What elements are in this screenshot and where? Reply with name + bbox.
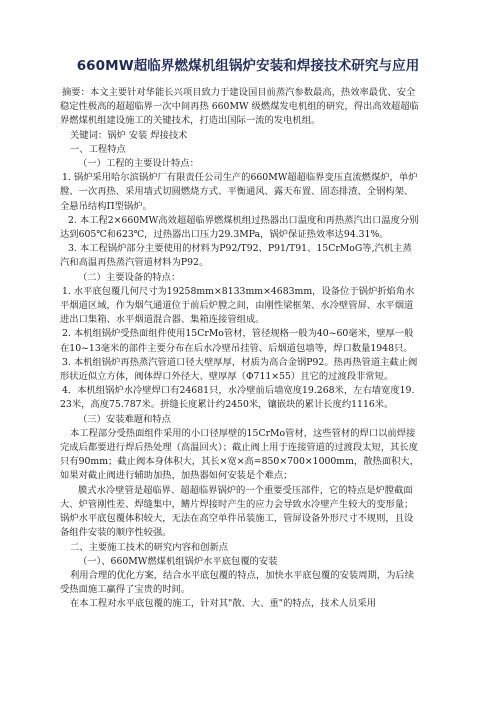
paragraph: 3. 本机组锅炉再热蒸汽管道口径大壁厚厚，材质为高合金钢P92。热再热管道主截止阀形状近似立方体，阀体焊口外径大、壁厚厚（Φ711×55）且它的过渡段非常短。 [60,356,418,383]
paragraph: （一）、660MW燃煤机组锅炉水平底包覆的安装 [78,555,278,567]
document-title: 660MW超临界燃煤机组锅炉安装和焊接技术研究与应用 [76,58,420,74]
paragraph: 在本工程对水平底包覆的施工，针对其"散、大、重"的特点，技术人员采用 [70,598,377,610]
paragraph: 2. 本机组锅炉受热面组件使用15CrMo管材，管径规格一般为40~60毫米，壁厚一般在10~13毫米的部件主要分布在后水冷壁吊挂管、后烟道包墙等，焊口数量1948只。 [60,328,414,354]
paragraph: （二）主要设备的特点： [78,271,181,283]
paragraph: 膜式水冷壁管是超临界、超超临界锅炉的一个重要受压部件，它的特点是炉膛截面大、炉管刚性差、焊缝集中，鳍片焊接时产生的应力会导致水冷壁产生较大的变形量；锅炉水平底包覆体积较大，无法在高空单件吊装施工，管屏设备外形尺寸不规则，且设备组件安装的顺序性较强。 [60,484,414,539]
paragraph: 1. 锅炉采用哈尔滨锅炉厂有限责任公司生产的660MW超超临界变压直流燃煤炉，单炉膛、一次再热、采用墙式切圆燃烧方式、平衡通风、露天布置、固态排渣、全钢构架、全悬吊结构Π型锅炉。 [60,172,418,212]
paragraph: 1. 水平底包覆几何尺寸为19258mm×8133mm×4683mm，设备位于锅炉折焰角水平烟道区域，作为烟气通道位于前后炉膛之间，由刚性梁框架、水冷壁管屏、水平烟道进出口集箱、水平烟道混合器、集箱连接管组成。 [60,285,415,326]
paragraph: 二、主要施工技术的研究内容和创新点 [70,541,229,553]
document-body [60,86,420,612]
paragraph: 利用合理的优化方案，结合水平底包覆的特点，加快水平底包覆的安装周期，为后续受热面施工赢得了宝贵的时间。 [60,569,414,596]
paragraph: 关键词：锅炉 安装 焊接技术 [70,129,188,141]
paragraph: 4．本机组锅炉水冷壁焊口有24681只，水冷壁前后墙宽度19.268米，左右墙宽度19.23米，高度75.787米。拼缝长度累计约2450米，镶嵌块的累计长度约1116米。 [60,385,415,411]
paragraph: （一）工程的主要设计特点： [78,158,199,170]
paragraph: 本工程部分受热面组件采用的小口径厚壁的15CrMo管材，这些管材的焊口以前焊接完成后都要进行焊后热处理（高温回火）；截止阀上用于连接管道的过渡段太短，其长度只有90mm；截止阀本身体积大，其长×宽×高=850×700×1000mm，散热面积大，如果对截止阀进行辅助加热，加热器如何安装是个难点； [60,427,420,482]
paragraph: 3. 本工程锅炉部分主要使用的材料为P92/T92、P91/T91、15CrMoG等,汽机主蒸汽和高温再热蒸汽管道材料为P92。 [60,243,412,269]
paragraph: 摘要：本文主要针对华能长兴项目致力于建设国目前蒸汽参数最高，热效率最优、安全稳定性极高的超超临界一次中间再热 660MW 级燃煤发电机组的研究，得出高效超超临界燃煤机组建设施工的关键技术，打造出国际一流的发电机组。 [60,87,419,127]
paragraph: （三）安装难题和特点 [78,413,171,425]
paragraph: 一、工程特点 [70,143,126,155]
paragraph: 2. 本工程2×660MW高效超超临界燃煤机组过热器出口温度和再热蒸汽出口温度分别达到605℃和623℃，过热器出口压力29.3MPa，锅炉保证热效率达94.31%。 [60,214,419,241]
